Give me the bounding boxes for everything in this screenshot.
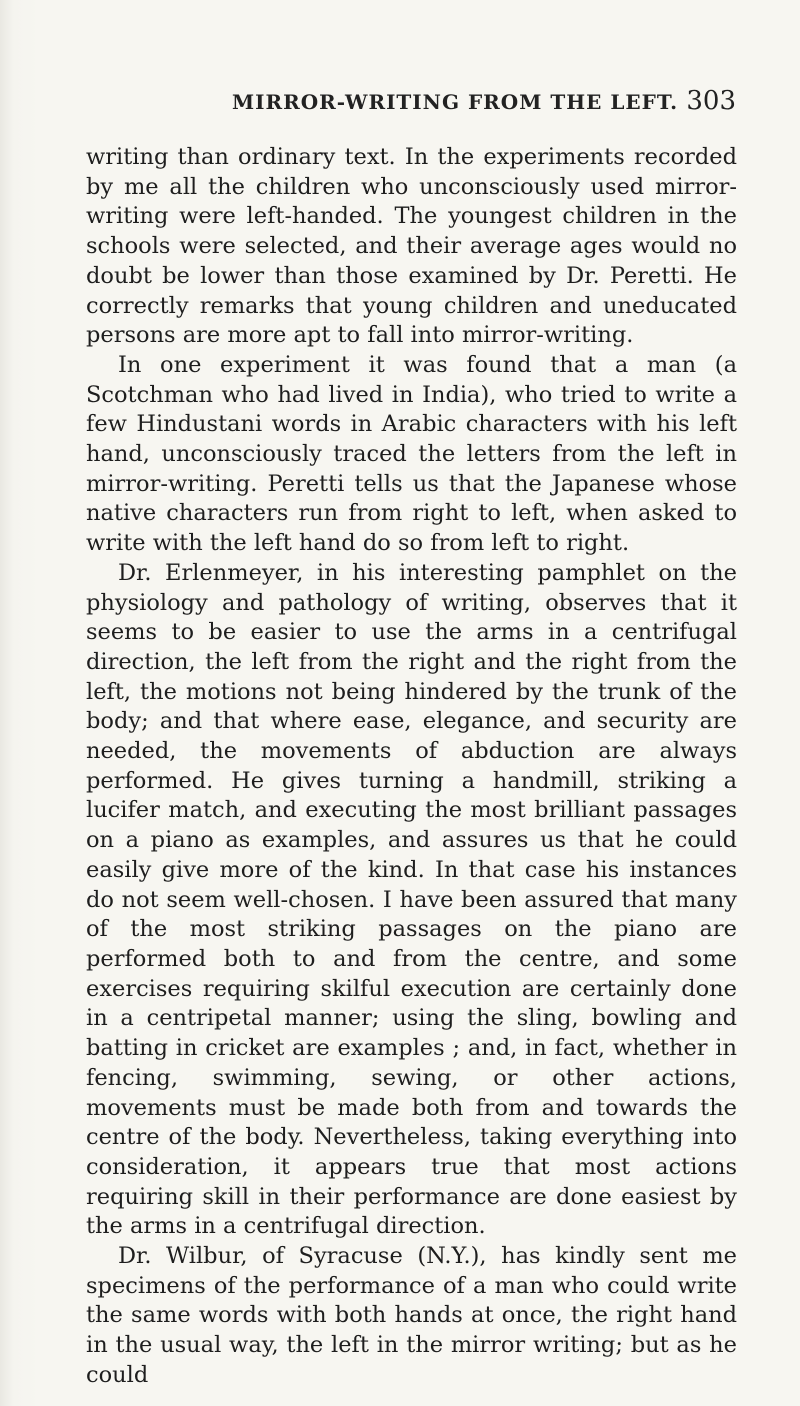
paragraph-wilbur: Dr. Wilbur, of Syracuse (N.Y.), has kindly sent me specimens of the performance of a man who could write the same words with both hands at once, the right hand in the usual way, the left in the mirror writing; but as he could bbox=[86, 1243, 737, 1388]
paragraph-scotchman-experiment: In one experiment it was found that a man (a Scotchman who had lived in India), who tried to write a few Hindustani words in Arabic characters with his left hand, unconsciously traced the letters from the left in mirror-writing. Peretti tells us that the Japanese whose native characters run from right to left, when asked to write with the left hand do so from left to right. bbox=[86, 351, 737, 557]
page-number: 303 bbox=[686, 86, 736, 116]
paragraph-erlenmeyer: Dr. Erlenmeyer, in his interesting pamphlet on the physiology and pathology of writing, observes that it seems to be easier to use the arms in a centrifugal direction, the left from the right and the right from the left, the motions not being hindered by the trunk of the body; and that where ease, elegance, and security are needed, the movements of abduction are always performed. He gives turning a handmill, striking a lucifer match, and executing the most brilliant passages on a piano as examples, and assures us that he could easily give more of the kind. In that case his instances do not seem well-chosen. I have been assured that many of the most striking passages on the piano are performed both to and from the centre, and some exercises requiring skilful execution are certainly done in a centripetal manner; using the sling, bowling and batting in cricket are examples ; and, in fact, whether in fencing, swimming, sewing, or other actions, movements must be made both from and towards the centre of the body. Nevertheless, taking everything into consideration, it appears true that most actions requiring skill in their performance are done easiest by the arms in a centrifugal direction. bbox=[86, 559, 737, 1240]
page-header bbox=[86, 86, 736, 120]
paragraph-continuation: writing than ordinary text. In the experiments recorded by me all the children who unconsciously used mirror-writing were left-handed. The youngest children in the schools were selected, and their average ages would no doubt be lower than those examined by Dr. Peretti. He correctly remarks that young children and uneducated persons are more apt to fall into mirror-writing. bbox=[86, 144, 737, 349]
body-text bbox=[86, 143, 737, 1391]
running-head: MIRROR-WRITING FROM THE LEFT. bbox=[232, 90, 679, 114]
